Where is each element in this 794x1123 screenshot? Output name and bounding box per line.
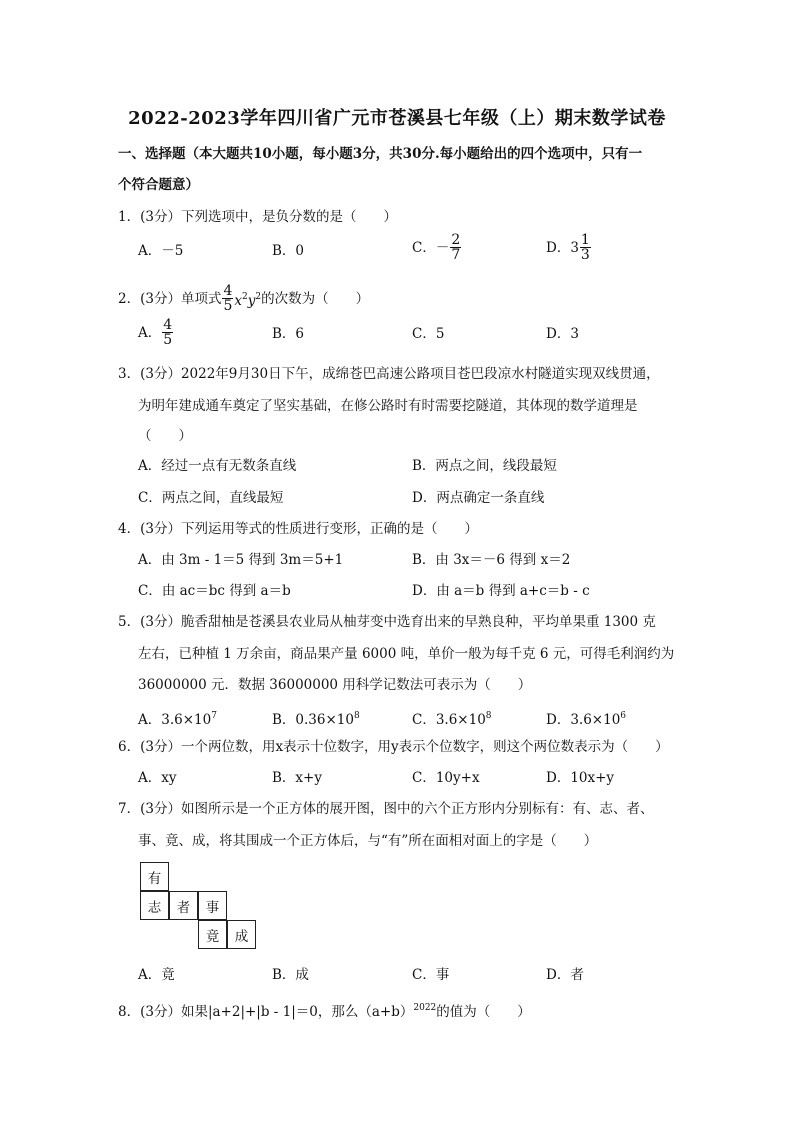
q4-stem: 4．(3分）下列运用等式的性质进行变形，正确的是（ ） bbox=[118, 521, 478, 537]
q1-option-a: A．－5 bbox=[138, 243, 184, 259]
q2-var-y: y bbox=[247, 292, 256, 309]
q5-line1: 5．(3分）脆香甜柚是苍溪县农业局从柚芽变中选育出来的早熟良种，平均单果重 1300 克 bbox=[118, 614, 656, 630]
fraction-numerator: 2 bbox=[451, 232, 461, 248]
q5-option-a-exp: 7 bbox=[211, 711, 217, 721]
cube-net-cell: 有 bbox=[140, 862, 169, 891]
page-title: 2022-2023学年四川省广元市苍溪县七年级（上）期末数学试卷 bbox=[128, 108, 666, 129]
q5-option-c bbox=[412, 706, 492, 730]
q2-exp-x: 2 bbox=[242, 291, 248, 302]
q6-option-c: C．10y+x bbox=[412, 770, 480, 786]
cube-net-cell: 者 bbox=[169, 891, 198, 920]
q1-option-d-prefix: D．3 bbox=[546, 239, 579, 256]
cube-net-cell: 竟 bbox=[198, 920, 227, 949]
q5-option-c-exp: 8 bbox=[485, 711, 492, 721]
q7-line1: 7．(3分）如图所示是一个正方体的展开图，图中的六个正方形内分别标有：有、志、者、 bbox=[118, 801, 654, 817]
q8-stem bbox=[118, 998, 531, 1022]
q2-stem bbox=[118, 284, 369, 313]
fraction-numerator: 4 bbox=[163, 317, 173, 333]
q7-option-d: D．者 bbox=[546, 967, 584, 983]
q3-line1: 3．(3分）2022年9月30日下午，成绵苍巴高速公路项目苍巴段凉水村隧道实现双线贯通， bbox=[118, 366, 660, 382]
q5-option-a bbox=[138, 706, 217, 730]
q8-exponent: 2022 bbox=[413, 1003, 437, 1013]
q2-option-b: B．6 bbox=[272, 326, 305, 342]
fraction-denominator: 5 bbox=[223, 298, 233, 314]
q4-option-c: C．由 ac＝bc 得到 a＝b bbox=[138, 583, 291, 599]
fraction-denominator: 5 bbox=[163, 332, 173, 348]
cube-net-diagram bbox=[140, 862, 260, 952]
q2-exp-y: 2 bbox=[255, 291, 262, 302]
q2-stem-pre: 2．(3分）单项式 bbox=[118, 290, 222, 307]
q3-line3: （ ） bbox=[138, 428, 192, 444]
cube-net-cell: 志 bbox=[140, 891, 169, 920]
q2-option-a-prefix: A． bbox=[138, 324, 162, 341]
q5-option-a-base: A．3.6×10 bbox=[138, 712, 212, 728]
q5-option-d-exp: 6 bbox=[620, 711, 627, 721]
q7-option-b: B．成 bbox=[272, 967, 309, 983]
fraction-numerator: 4 bbox=[223, 283, 233, 299]
q5-line3: 36000000 元．数据 36000000 用科学记数法可表示为（ ） bbox=[138, 677, 532, 693]
cube-net-cell: 成 bbox=[227, 920, 256, 949]
q7-option-a: A．竟 bbox=[138, 967, 175, 983]
q6-stem: 6．(3分）一个两位数，用x表示十位数字，用y表示个位数字，则这个两位数表示为（ ） bbox=[118, 739, 669, 755]
q8-stem-post: 的值为（ ） bbox=[436, 1004, 531, 1020]
q6-option-b: B．x+y bbox=[272, 770, 322, 786]
q3-option-d: D．两点确定一条直线 bbox=[412, 490, 545, 506]
q5-option-b-base: B．0.36×10 bbox=[272, 712, 354, 728]
q2-option-a bbox=[138, 318, 174, 347]
q2-stem-post: 的次数为（ ） bbox=[261, 290, 370, 307]
q1-option-d bbox=[546, 233, 592, 262]
q4-option-a: A．由 3m - 1＝5 得到 3m＝5+1 bbox=[138, 552, 344, 568]
q7-option-c: C．事 bbox=[412, 967, 450, 983]
section-heading-line2: 个符合题意） bbox=[118, 177, 199, 193]
q5-line2: 左右，已种植 1 万余亩，商品果产量 6000 吨，单价一般为每千克 6 元，可得毛利润约为 bbox=[138, 646, 675, 662]
section-heading-line1: 一、选择题（本大题共10小题，每小题3分，共30分.每小题给出的四个选项中，只有一 bbox=[118, 146, 643, 162]
q1-option-d-fraction bbox=[580, 233, 591, 262]
q1-option-c-fraction bbox=[450, 233, 461, 262]
q5-option-d bbox=[546, 706, 626, 730]
q3-line2: 为明年建成通车奠定了坚实基础，在修公路时有时需要挖隧道，其体现的数学道理是 bbox=[138, 398, 638, 414]
q2-option-a-fraction bbox=[162, 318, 173, 347]
q1-option-c-prefix: C．－ bbox=[412, 239, 450, 256]
q1-option-c bbox=[412, 233, 462, 262]
q5-option-b bbox=[272, 706, 360, 730]
q2-fraction bbox=[222, 284, 233, 313]
q2-option-d: D．3 bbox=[546, 326, 579, 342]
cube-net-cell: 事 bbox=[198, 891, 227, 920]
q5-option-d-base: D．3.6×10 bbox=[546, 712, 621, 728]
q2-option-c: C．5 bbox=[412, 326, 445, 342]
q3-option-a: A．经过一点有无数条直线 bbox=[138, 458, 297, 474]
fraction-numerator: 1 bbox=[580, 232, 590, 248]
fraction-denominator: 7 bbox=[451, 247, 461, 263]
fraction-denominator: 3 bbox=[580, 247, 590, 263]
q7-line2: 事、竟、成，将其围成一个正方体后，与“有”所在面相对面上的字是（ ） bbox=[138, 833, 598, 849]
q4-option-b: B．由 3x＝－6 得到 x＝2 bbox=[412, 552, 571, 568]
q1-stem: 1．(3分）下列选项中，是负分数的是（ ） bbox=[118, 209, 397, 225]
q6-option-d: D．10x+y bbox=[546, 770, 615, 786]
q5-option-b-exp: 8 bbox=[353, 711, 360, 721]
q3-option-c: C．两点之间，直线最短 bbox=[138, 490, 284, 506]
q4-option-d: D．由 a＝b 得到 a+c＝b - c bbox=[412, 583, 590, 599]
q3-option-b: B．两点之间，线段最短 bbox=[412, 458, 557, 474]
q8-stem-pre: 8．(3分）如果|a+2|+|b - 1|＝0，那么（a+b） bbox=[118, 1004, 414, 1020]
q5-option-c-base: C．3.6×10 bbox=[412, 712, 486, 728]
q6-option-a: A．xy bbox=[138, 770, 177, 786]
q1-option-b: B．0 bbox=[272, 243, 305, 259]
q2-var-x: x bbox=[234, 292, 242, 309]
